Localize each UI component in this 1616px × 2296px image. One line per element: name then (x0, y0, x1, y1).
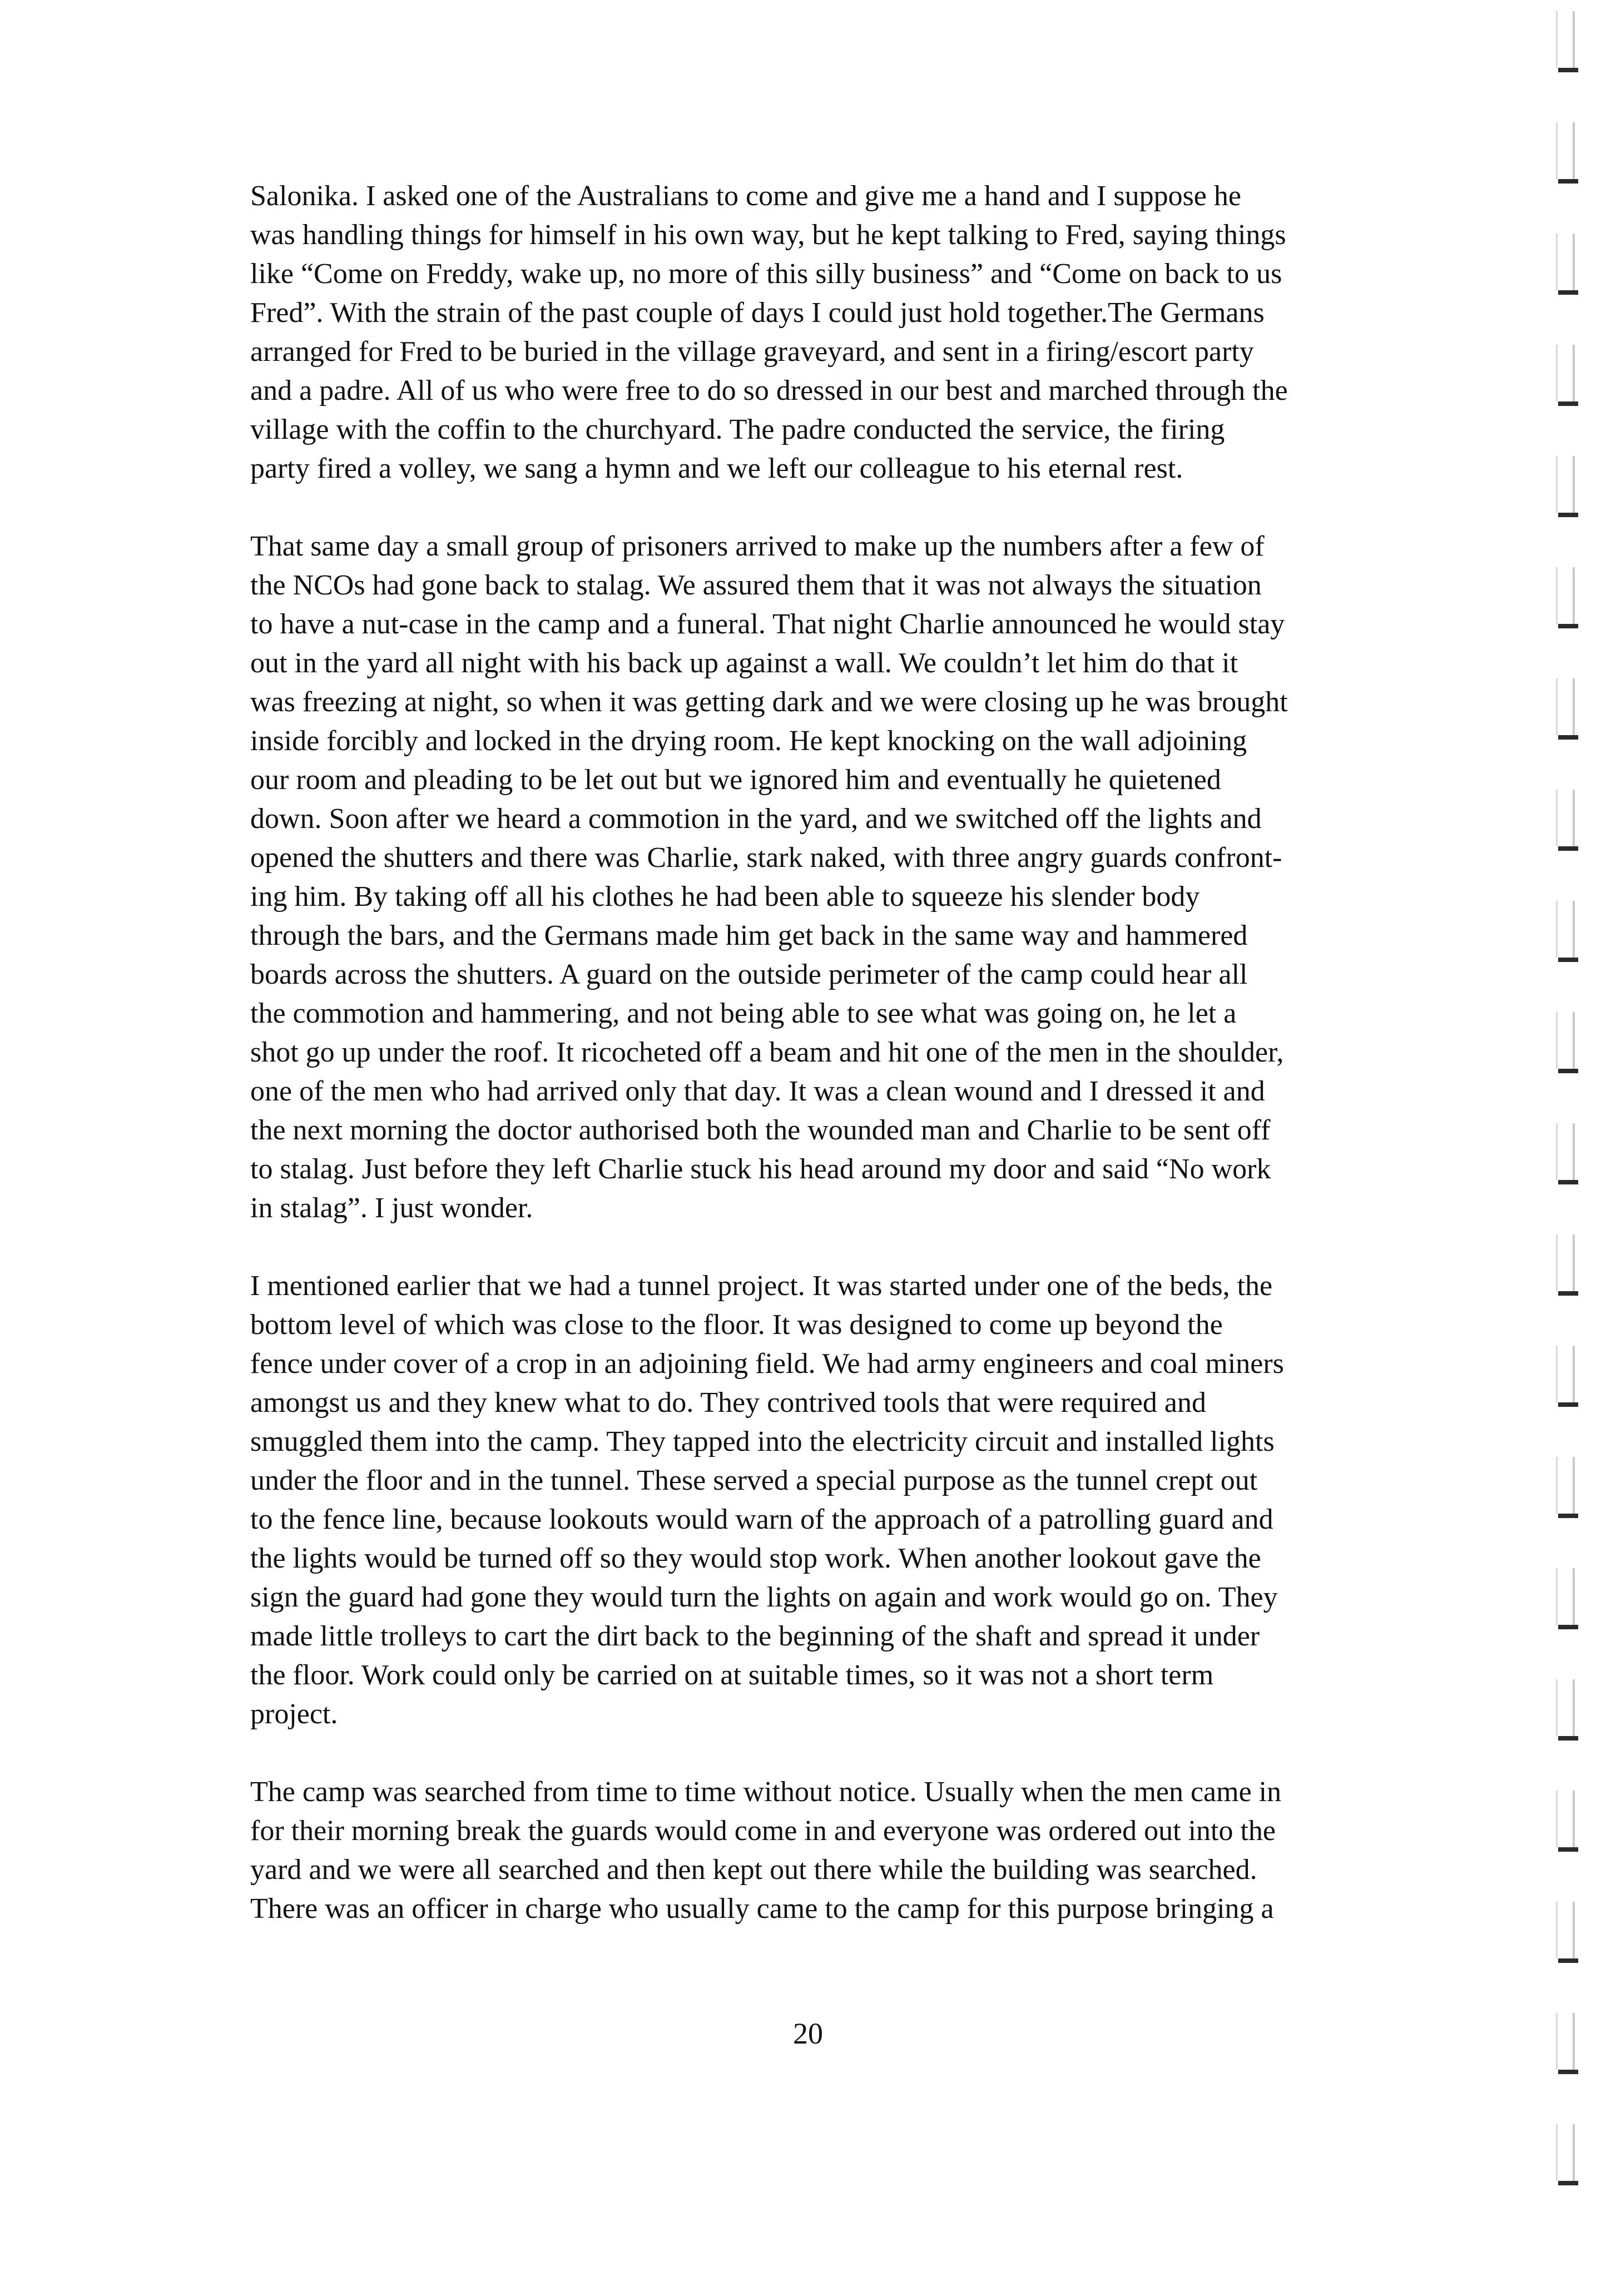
text-line: the lights would be turned off so they would stop work. When another lookout gave the (250, 1543, 1261, 1574)
body-text (250, 177, 1440, 1967)
text-line: ing him. By taking off all his clothes he had been able to squeeze his slender body (250, 881, 1200, 913)
page-number: 20 (793, 2017, 823, 2050)
binding-tab (1554, 901, 1578, 962)
binding-tab (1554, 345, 1578, 406)
text-line: the next morning the doctor authorised both the wounded man and Charlie to be sent off (250, 1114, 1271, 1146)
text-line: for their morning break the guards would come in and everyone was ordered out into the (250, 1815, 1276, 1847)
text-line: arranged for Fred to be buried in the village graveyard, and sent in a firing/escort party (250, 336, 1254, 368)
text-line: through the bars, and the Germans made him get back in the same way and hammered (250, 920, 1248, 951)
binding-tab (1554, 678, 1578, 740)
text-line: out in the yard all night with his back up against a wall. We couldn’t let him do that it (250, 647, 1238, 679)
binding-tab (1554, 122, 1578, 184)
text-line: sign the guard had gone they would turn the lights on again and work would go on. They (250, 1581, 1278, 1613)
text-line: to have a nut-case in the camp and a funeral. That night Charlie announced he would stay (250, 608, 1285, 640)
text-line: That same day a small group of prisoners arrived to make up the numbers after a few of (250, 530, 1265, 562)
text-line: fence under cover of a crop in an adjoining field. We had army engineers and coal miners (250, 1348, 1284, 1380)
binding-tab (1554, 790, 1578, 851)
binding-tab (1554, 2013, 1578, 2074)
text-line: shot go up under the roof. It ricocheted off a beam and hit one of the men in the shoulder, (250, 1037, 1284, 1068)
text-line: The camp was searched from time to time without notice. Usually when the men came in (250, 1776, 1282, 1808)
text-line: Fred”. With the strain of the past couple of days I could just hold together.The Germans (250, 297, 1265, 329)
text-line: in stalag”. I just wonder. (250, 1192, 533, 1224)
text-line: I mentioned earlier that we had a tunnel project. It was started under one of the beds, the (250, 1270, 1273, 1302)
text-line: boards across the shutters. A guard on the outside perimeter of the camp could hear all (250, 959, 1248, 990)
text-line: smuggled them into the camp. They tapped into the electricity circuit and installed lights (250, 1426, 1275, 1457)
text-line: yard and we were all searched and then kept out there while the building was searched. (250, 1854, 1257, 1886)
binding-tab (1554, 1346, 1578, 1407)
text-line: inside forcibly and locked in the drying room. He kept knocking on the wall adjoining (250, 725, 1247, 757)
text-line: village with the coffin to the churchyard. The padre conducted the service, the firing (250, 414, 1225, 445)
paragraph (250, 1773, 1440, 1928)
text-line: was handling things for himself in his own way, but he kept talking to Fred, saying things (250, 219, 1286, 251)
text-line: the NCOs had gone back to stalag. We assured them that it was not always the situation (250, 569, 1262, 601)
text-line: down. Soon after we heard a commotion in the yard, and we switched off the lights and (250, 803, 1262, 835)
text-line: party fired a volley, we sang a hymn and we left our colleague to his eternal rest. (250, 453, 1183, 484)
binding-tab (1554, 1123, 1578, 1184)
binding-tab (1554, 11, 1578, 72)
binding-tab (1554, 2124, 1578, 2185)
text-line: to stalag. Just before they left Charlie stuck his head around my door and said “No work (250, 1153, 1271, 1185)
text-line: to the fence line, because lookouts would warn of the approach of a patrolling guard and (250, 1504, 1273, 1535)
text-line: and a padre. All of us who were free to do so dressed in our best and marched through the (250, 375, 1288, 406)
text-line: the commotion and hammering, and not being able to see what was going on, he let a (250, 998, 1237, 1029)
binding-tab (1554, 1679, 1578, 1740)
binding-edge (1554, 0, 1587, 2296)
text-line: like “Come on Freddy, wake up, no more of this silly business” and “Come on back to us (250, 258, 1282, 290)
binding-tab (1554, 1791, 1578, 1852)
text-line: bottom level of which was close to the floor. It was designed to come up beyond the (250, 1309, 1223, 1341)
text-line: opened the shutters and there was Charlie, stark naked, with three angry guards confront- (250, 842, 1282, 874)
text-line: There was an officer in charge who usually came to the camp for this purpose bringing a (250, 1893, 1274, 1925)
text-line: one of the men who had arrived only that day. It was a clean wound and I dressed it and (250, 1075, 1265, 1107)
binding-tab (1554, 1457, 1578, 1518)
text-line: the floor. Work could only be carried on at suitable times, so it was not a short term (250, 1659, 1214, 1691)
binding-tab (1554, 1568, 1578, 1629)
binding-tab (1554, 1234, 1578, 1296)
binding-tab (1554, 456, 1578, 517)
binding-tab (1554, 234, 1578, 295)
text-line: project. (250, 1698, 338, 1730)
text-line: our room and pleading to be let out but we ignored him and eventually he quietened (250, 764, 1221, 796)
binding-tab (1554, 1012, 1578, 1073)
text-line: made little trolleys to cart the dirt back to the beginning of the shaft and spread it under (250, 1620, 1260, 1652)
text-line: amongst us and they knew what to do. They contrived tools that were required and (250, 1387, 1206, 1419)
paragraph (250, 177, 1440, 488)
text-line: Salonika. I asked one of the Australians to come and give me a hand and I suppose he (250, 180, 1241, 212)
text-line: was freezing at night, so when it was getting dark and we were closing up he was brought (250, 686, 1288, 718)
paragraph (250, 527, 1440, 1228)
binding-tab (1554, 567, 1578, 628)
paragraph (250, 1267, 1440, 1734)
text-line: under the floor and in the tunnel. These served a special purpose as the tunnel crept out (250, 1465, 1258, 1496)
binding-tab (1554, 1902, 1578, 1963)
